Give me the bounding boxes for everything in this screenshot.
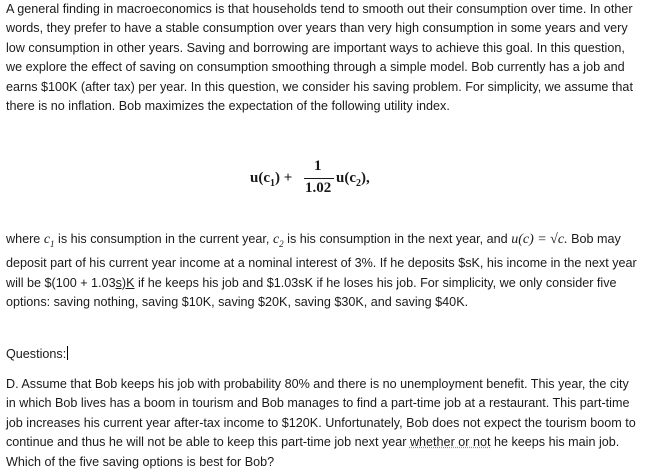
c1-symbol: $c_1$: [43, 232, 55, 249]
grammar-flag-whether-or-not[interactable]: whether or not: [409, 435, 491, 450]
equation-sub1: 1: [270, 178, 275, 189]
c2-symbol: $c_2$: [272, 232, 284, 249]
intro-paragraph: A general finding in macroeconomics is that households tend to smooth out their consumption over time. In other words, they prefer to have a stable consumption over years than very high consumption in some years and very low consumption in other years. Saving and borrowing are important ways to achieve this goal. In this question, we explore the effect of saving on consumption smoothing through a simple model. Bob currently has a job and earns $100K (after tax) per year. In this question, we consider his saving problem. For simplicity, we assume that there is no inflation. Bob maximizes the expectation of the following utility index.: [6, 2, 633, 114]
equation-sub2: 2: [356, 178, 361, 189]
fraction-denominator: 1.02: [305, 180, 332, 196]
underlined-s: s)K: [115, 275, 135, 290]
utility-function: u(c) = √c.: [511, 232, 568, 247]
fraction-bar: [304, 178, 334, 179]
utility-equation: [250, 158, 390, 200]
fraction-numerator: 1: [314, 158, 322, 174]
text-cursor: [67, 346, 68, 360]
equation-right: $u(c_2)$,: [336, 170, 370, 189]
definitions-paragraph: where $c_1$ is his consumption in the current year, $c_2$ is his consumption in the next year, and u(c) = √c. Bob may deposit part of his current year income at a nominal interest of 3%. If he deposits $sK, his income in the next year will be $(100 + 1.03s)K if he keeps his job and $1.03sK if he loses his job. For simplicity, we only consider five options: saving nothing, saving $10K, saving $20K, saving $30K, and saving $40K.: [6, 232, 637, 310]
questions-heading: Questions:: [6, 347, 67, 361]
equation-left: $u(c_1)$ +: [250, 170, 293, 189]
question-d-paragraph: D. Assume that Bob keeps his job with probability 80% and there is no unemployment benefit. This year, the city in which Bob lives has a boom in tourism and Bob manages to find a part-time job at a restaurant. This part-time job increases his current year after-tax income to $120K. Unfortunately, Bob does not expect the tourism boom to continue and thus he will not be able to keep this part-time job next year whether or not he keeps his main job. Which of the five saving options is best for Bob?: [6, 377, 636, 469]
